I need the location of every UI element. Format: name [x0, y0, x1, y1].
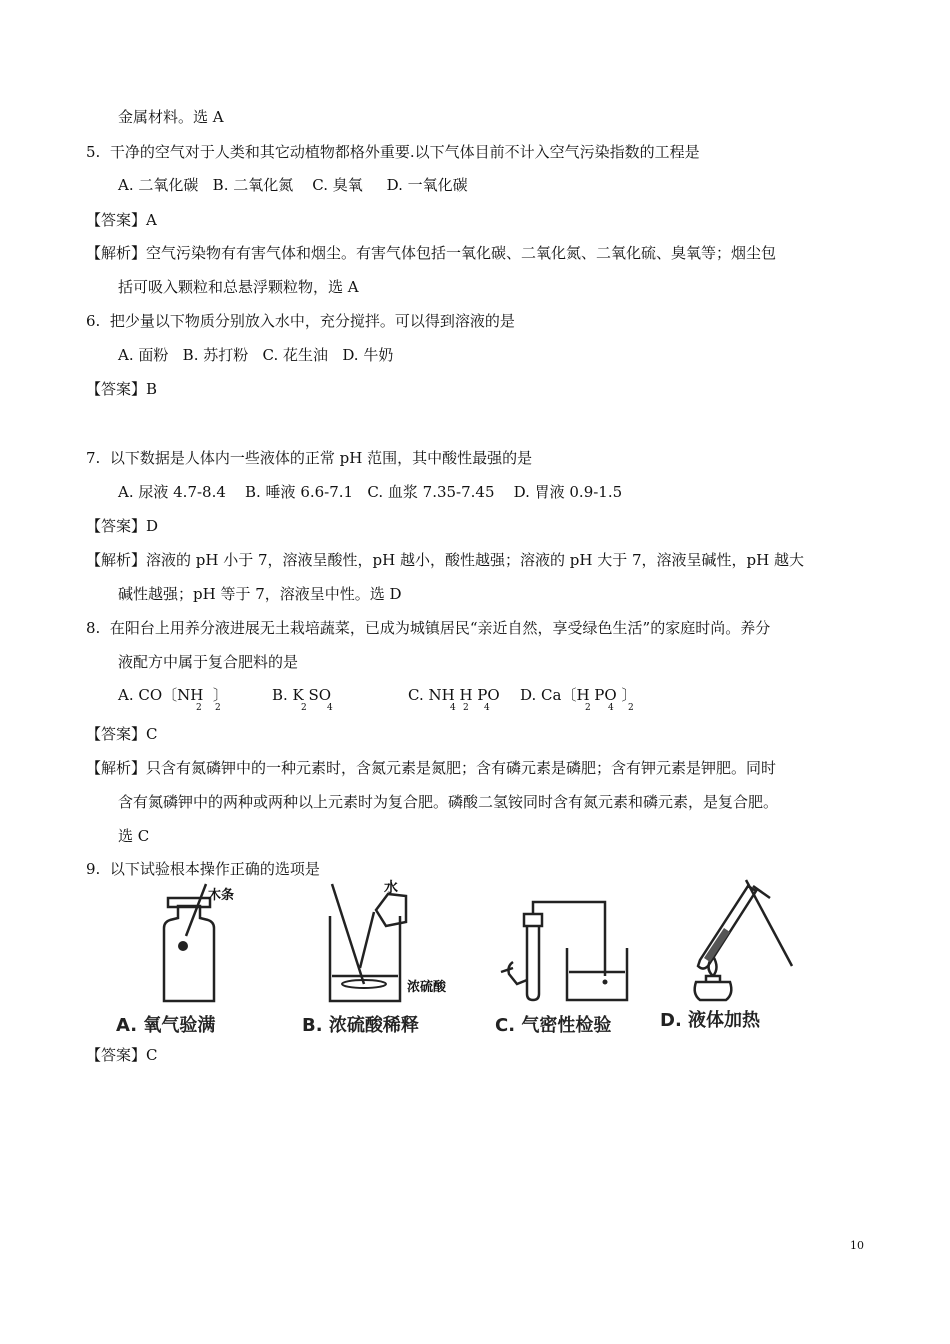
question-5: 5. 干净的空气对于人类和其它动植物都格外重要.以下气体目前不计入空气污染指数的工程是 — [86, 143, 700, 161]
question-8: 8. 在阳台上用养分液进展无土栽培蔬菜，已成为城镇居民“亲近自然，享受绿色生活”的家庭时尚。养分 — [86, 619, 771, 637]
question-9-answer: 【答案】C — [86, 1046, 158, 1064]
question-8-option-d: D. Ca〔H PO 〕 — [520, 686, 637, 704]
airtightness-test-drawing — [487, 876, 657, 1006]
question-8-option-a: A. CO〔NH 〕 — [118, 686, 228, 704]
page-number: 10 — [850, 1239, 864, 1252]
oxygen-bottle-drawing — [112, 876, 262, 1006]
liquid-heating-drawing — [660, 876, 810, 1006]
question-7-explanation: 【解析】溶液的 pH 小于 7，溶液呈酸性，pH 越小，酸性越强；溶液的 pH 大于 7，溶液呈碱性，pH 越大 — [86, 551, 804, 569]
subscript: 2 — [463, 703, 469, 713]
question-5-explanation-cont: 括可吸入颗粒和总悬浮颗粒物，选 A — [118, 278, 359, 296]
question-5-options: A. 二氧化碳 B. 二氧化氮 C. 臭氧 D. 一氧化碳 — [118, 176, 468, 194]
question-7-explanation-cont: 碱性越强；pH 等于 7，溶液呈中性。选 D — [118, 585, 402, 603]
subscript: 2 — [585, 703, 591, 713]
subscript: 2 — [196, 703, 202, 713]
caption-a: A. 氧气验满 — [116, 1015, 216, 1036]
question-8-option-b: B. K SO — [272, 686, 332, 704]
question-5-explanation: 【解析】空气污染物有有害气体和烟尘。有害气体包括一氧化碳、二氧化氮、二氧化硫、臭氧等；烟尘包 — [86, 244, 777, 262]
question-7-options: A. 尿液 4.7-8.4 B. 唾液 6.6-7.1 C. 血浆 7.35-7.45 D. 胃液 0.9-1.5 — [118, 483, 623, 501]
question-8-explanation-cont: 含有氮磷钾中的两种或两种以上元素时为复合肥。磷酸二氢铵同时含有氮元素和磷元素，是复合肥。 — [118, 793, 779, 811]
subscript: 4 — [327, 703, 333, 713]
caption-d: D. 液体加热 — [660, 1010, 761, 1031]
question-9: 9. 以下试验根本操作正确的选项是 — [86, 860, 320, 878]
figure-b — [302, 876, 472, 1036]
question-7-answer: 【答案】D — [86, 517, 159, 535]
caption-b: B. 浓硫酸稀释 — [302, 1015, 419, 1036]
figure-c — [487, 876, 657, 1036]
lab-operations-figure — [112, 876, 802, 1036]
subscript: 4 — [484, 703, 490, 713]
label-wood-strip: 木条 — [208, 888, 235, 903]
question-8-cont: 液配方中属于复合肥料的是 — [118, 653, 299, 671]
figure-d — [660, 876, 810, 1036]
question-7: 7. 以下数据是人体内一些液体的正常 pH 范围，其中酸性最强的是 — [86, 449, 533, 467]
subscript: 2 — [215, 703, 221, 713]
question-5-answer: 【答案】A — [86, 211, 157, 229]
subscript: 4 — [450, 703, 456, 713]
question-6-answer: 【答案】B — [86, 380, 158, 398]
subscript: 2 — [301, 703, 307, 713]
question-8-option-c: C. NH H PO — [408, 686, 500, 704]
question-8-explanation: 【解析】只含有氮磷钾中的一种元素时，含氮元素是氮肥；含有磷元素是磷肥；含有钾元素是钾肥。同时 — [86, 759, 777, 777]
question-6: 6. 把少量以下物质分别放入水中，充分搅拌。可以得到溶液的是 — [86, 312, 515, 330]
text-line: 金属材料。选 A — [118, 108, 224, 126]
figure-a — [112, 876, 262, 1036]
subscript: 4 — [608, 703, 614, 713]
label-conc-sulfuric-acid: 浓硫酸 — [407, 980, 447, 995]
question-6-options: A. 面粉 B. 苏打粉 C. 花生油 D. 牛奶 — [118, 346, 394, 364]
subscript: 2 — [628, 703, 634, 713]
label-water: 水 — [384, 880, 398, 896]
question-8-explanation-end: 选 C — [118, 827, 150, 845]
question-8-answer: 【答案】C — [86, 725, 158, 743]
caption-c: C. 气密性检验 — [495, 1015, 612, 1036]
